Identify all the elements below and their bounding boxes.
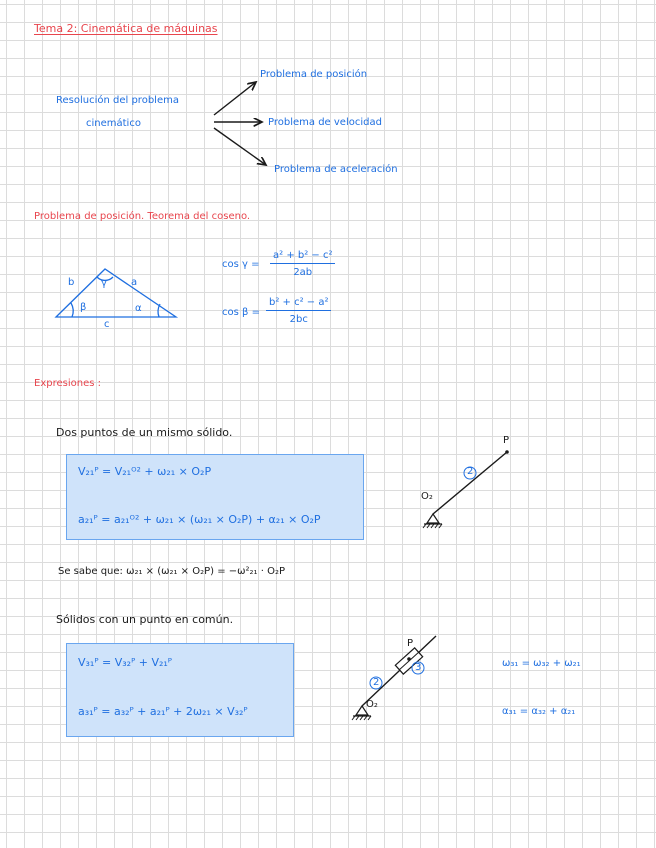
- eq1-denominator: 2ab: [293, 267, 313, 278]
- arrow-position: [214, 82, 256, 115]
- fig1-body-circle: [464, 467, 476, 479]
- tri-label-c: c: [104, 319, 110, 330]
- angle-beta-arc: [71, 303, 73, 317]
- triangle: [56, 269, 176, 317]
- fig2-body2-label: 2: [373, 677, 380, 688]
- tri-label-gamma: γ: [101, 278, 107, 289]
- arrow-acceleration: [214, 128, 266, 165]
- branch-position: Problema de posición: [260, 69, 368, 80]
- branch-arrows: [214, 82, 266, 165]
- fig1-mechanism: [423, 450, 509, 528]
- fig1-link: [433, 452, 507, 514]
- same-solid-text: Dos puntos de un mismo sólido.: [56, 426, 233, 439]
- box1-line2: a₂₁ᴾ = a₂₁ᴼ² + ω₂₁ × (ω₂₁ × O₂P) + α₂₁ × O₂P: [78, 513, 321, 526]
- box2-line1: V₃₁ᴾ = V₃₂ᴾ + V₂₁ᴾ: [78, 656, 172, 669]
- eq1-numerator: a² + b² − c²: [270, 250, 335, 264]
- eq2-lhs: cos β =: [222, 307, 260, 318]
- tri-label-b: b: [68, 277, 75, 288]
- page-title: Tema 2: Cinemática de máquinas: [34, 22, 218, 35]
- fig1-body-label: 2: [467, 466, 474, 477]
- fig1-point-label: P: [503, 435, 510, 446]
- fig1-pivot: [427, 514, 439, 523]
- fig2-body3-circle: [412, 662, 424, 674]
- tri-label-a: a: [131, 277, 138, 288]
- fig1-point-p: [505, 450, 509, 454]
- eq2-numerator: b² + c² − a²: [266, 297, 331, 311]
- fig2-origin-label: O₂: [366, 699, 378, 710]
- fig2-mechanism: [352, 636, 436, 720]
- source-line-2: cinemático: [86, 118, 141, 129]
- angle-alpha-arc: [158, 304, 160, 317]
- fig2-pivot: [356, 706, 368, 715]
- branch-acceleration: Problema de aceleración: [274, 164, 398, 175]
- fig1-origin-label: O₂: [421, 491, 433, 502]
- known-text: Se sabe que: ω₂₁ × (ω₂₁ × O₂P) = −ω²₂₁ · O₂P: [58, 566, 286, 577]
- cosine-heading: Problema de posición. Teorema del coseno.: [34, 211, 251, 222]
- side-eq-alpha: α₃₁ = α₃₂ + α₂₁: [502, 706, 576, 717]
- side-eq-omega: ω₃₁ = ω₃₂ + ω₂₁: [502, 658, 581, 669]
- fig2-body3-label: 3: [415, 662, 422, 673]
- fig2-body2-circle: [370, 677, 382, 689]
- box2-line2: a₃₁ᴾ = a₃₂ᴾ + a₂₁ᴾ + 2ω₂₁ × V₃₂ᴾ: [78, 705, 248, 718]
- fig2-point-p: [407, 657, 411, 661]
- common-point-text: Sólidos con un punto en común.: [56, 613, 234, 626]
- eq1-lhs: cos γ =: [222, 259, 260, 270]
- branch-velocity: Problema de velocidad: [268, 117, 382, 128]
- tri-label-beta: β: [80, 302, 87, 313]
- eq2-denominator: 2bc: [289, 314, 308, 325]
- expresiones-heading: Expresiones :: [34, 378, 101, 389]
- tri-label-alpha: α: [135, 303, 142, 314]
- fig2-slider: [395, 648, 422, 674]
- source-line-1: Resolución del problema: [56, 95, 179, 106]
- angle-gamma-arc: [97, 277, 113, 280]
- fig2-link: [362, 636, 436, 706]
- fig2-point-label: P: [407, 638, 414, 649]
- box1-line1: V₂₁ᴾ = V₂₁ᴼ² + ω₂₁ × O₂P: [78, 465, 212, 478]
